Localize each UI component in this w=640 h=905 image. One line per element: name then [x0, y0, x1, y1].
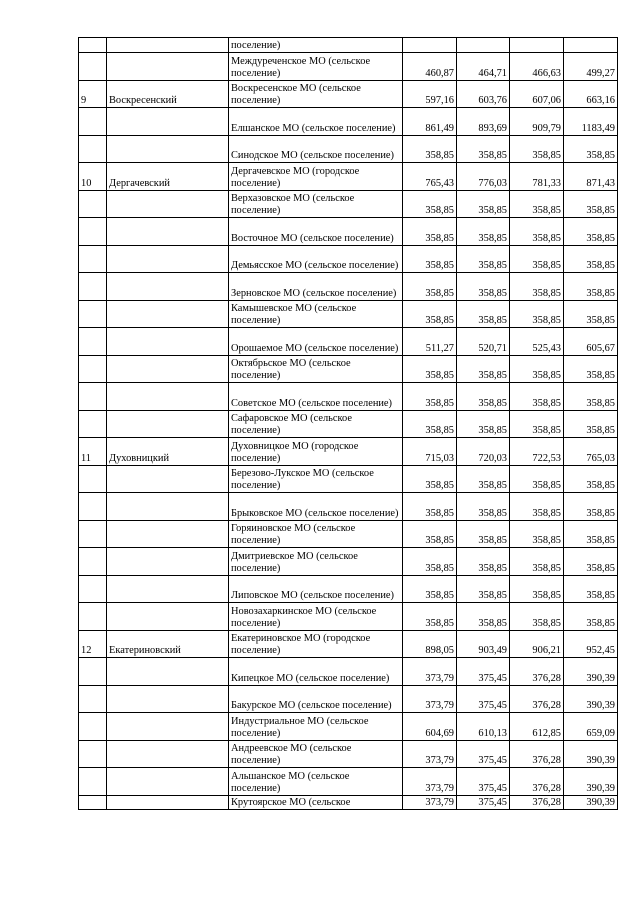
- value-cell-4: 358,85: [564, 383, 618, 411]
- municipality-cell: поселение): [229, 38, 403, 53]
- value-cell-2: 358,85: [457, 218, 510, 246]
- value-cell-1: 358,85: [403, 273, 457, 301]
- municipality-cell: Советское МО (сельское поселение): [229, 383, 403, 411]
- district-cell: [107, 685, 229, 713]
- municipality-cell: Елшанское МО (сельское поселение): [229, 108, 403, 136]
- table-row: [79, 493, 618, 521]
- table-row: [79, 273, 618, 301]
- value-cell-1: 373,79: [403, 685, 457, 713]
- value-cell-2: 893,69: [457, 108, 510, 136]
- table-row: [79, 300, 618, 328]
- value-cell-3: 722,53: [510, 438, 564, 466]
- value-cell-3: 376,28: [510, 768, 564, 796]
- row-number-cell: [79, 548, 107, 576]
- district-cell: [107, 355, 229, 383]
- district-cell: [107, 768, 229, 796]
- municipality-cell: Дергачевское МО (городское поселение): [229, 163, 403, 191]
- municipality-cell: Горяиновское МО (сельское поселение): [229, 520, 403, 548]
- municipality-cell: Междуреченское МО (сельское поселение): [229, 53, 403, 81]
- value-cell-3: 358,85: [510, 575, 564, 603]
- municipality-cell: Сафаровское МО (сельское поселение): [229, 410, 403, 438]
- value-cell-4: 765,03: [564, 438, 618, 466]
- value-cell-3: 358,85: [510, 603, 564, 631]
- row-number-cell: [79, 135, 107, 163]
- value-cell-4: 390,39: [564, 768, 618, 796]
- value-cell-2: 358,85: [457, 465, 510, 493]
- value-cell-2: 520,71: [457, 328, 510, 356]
- value-cell-3: 358,85: [510, 218, 564, 246]
- table-row: [79, 163, 618, 191]
- table-row: [79, 108, 618, 136]
- district-cell: [107, 493, 229, 521]
- value-cell-1: 373,79: [403, 795, 457, 809]
- table-row: [79, 80, 618, 108]
- value-cell-3: 358,85: [510, 135, 564, 163]
- value-cell-3: 612,85: [510, 713, 564, 741]
- row-number-cell: [79, 300, 107, 328]
- table-row: [79, 53, 618, 81]
- value-cell-3: 358,85: [510, 190, 564, 218]
- value-cell-2: 464,71: [457, 53, 510, 81]
- district-cell: Дергачевский: [107, 163, 229, 191]
- value-cell-2: 375,45: [457, 658, 510, 686]
- municipality-cell: Духовницкое МО (городское поселение): [229, 438, 403, 466]
- row-number-cell: [79, 410, 107, 438]
- row-number-cell: [79, 603, 107, 631]
- value-cell-4: 358,85: [564, 603, 618, 631]
- row-number-cell: [79, 658, 107, 686]
- municipality-cell: Екатериновское МО (городское поселение): [229, 630, 403, 658]
- value-cell-4: 659,09: [564, 713, 618, 741]
- value-cell-2: 358,85: [457, 273, 510, 301]
- value-cell-3: 358,85: [510, 493, 564, 521]
- table-row: [79, 658, 618, 686]
- value-cell-4: 499,27: [564, 53, 618, 81]
- table-row: [79, 630, 618, 658]
- value-cell-2: 375,45: [457, 795, 510, 809]
- district-cell: [107, 658, 229, 686]
- municipality-cell: Крутоярское МО (сельское: [229, 795, 403, 809]
- value-cell-3: 781,33: [510, 163, 564, 191]
- value-cell-1: 358,85: [403, 603, 457, 631]
- value-cell-4: 358,85: [564, 273, 618, 301]
- value-cell-3: 358,85: [510, 245, 564, 273]
- district-cell: [107, 795, 229, 809]
- municipality-cell: Индустриальное МО (сельское поселение): [229, 713, 403, 741]
- table-row: [79, 465, 618, 493]
- municipality-cell: Альшанское МО (сельское поселение): [229, 768, 403, 796]
- value-cell-1: 511,27: [403, 328, 457, 356]
- value-cell-2: 358,85: [457, 245, 510, 273]
- municipality-cell: Андреевское МО (сельское поселение): [229, 740, 403, 768]
- district-cell: [107, 520, 229, 548]
- district-cell: [107, 713, 229, 741]
- district-cell: [107, 245, 229, 273]
- district-cell: [107, 108, 229, 136]
- table-row: [79, 190, 618, 218]
- value-cell-2: 720,03: [457, 438, 510, 466]
- value-cell-4: 952,45: [564, 630, 618, 658]
- table-row: [79, 603, 618, 631]
- municipality-cell: Дмитриевское МО (сельское поселение): [229, 548, 403, 576]
- table-row: [79, 383, 618, 411]
- value-cell-1: 898,05: [403, 630, 457, 658]
- table-row: [79, 575, 618, 603]
- value-cell-4: 390,39: [564, 795, 618, 809]
- value-cell-4: 605,67: [564, 328, 618, 356]
- municipality-cell: Верхазовское МО (сельское поселение): [229, 190, 403, 218]
- value-cell-4: 390,39: [564, 740, 618, 768]
- municipality-cell: Бакурское МО (сельское поселение): [229, 685, 403, 713]
- row-number-cell: [79, 520, 107, 548]
- municipality-cell: Орошаемое МО (сельское поселение): [229, 328, 403, 356]
- municipality-cell: Воскресенское МО (сельское поселение): [229, 80, 403, 108]
- value-cell-4: 358,85: [564, 575, 618, 603]
- value-cell-4: [564, 38, 618, 53]
- municipality-cell: Кипецкое МО (сельское поселение): [229, 658, 403, 686]
- value-cell-2: 358,85: [457, 575, 510, 603]
- value-cell-2: 375,45: [457, 685, 510, 713]
- value-cell-3: 358,85: [510, 520, 564, 548]
- municipality-cell: Брыковское МО (сельское поселение): [229, 493, 403, 521]
- value-cell-2: 776,03: [457, 163, 510, 191]
- district-cell: [107, 38, 229, 53]
- value-cell-1: 358,85: [403, 465, 457, 493]
- table-row: [79, 355, 618, 383]
- value-cell-1: 358,85: [403, 383, 457, 411]
- value-cell-1: 358,85: [403, 575, 457, 603]
- row-number-cell: [79, 273, 107, 301]
- municipality-cell: Октябрьское МО (сельское поселение): [229, 355, 403, 383]
- value-cell-3: 358,85: [510, 548, 564, 576]
- table-row: [79, 520, 618, 548]
- value-cell-4: 358,85: [564, 410, 618, 438]
- value-cell-3: 358,85: [510, 383, 564, 411]
- value-cell-1: 358,85: [403, 355, 457, 383]
- value-cell-2: [457, 38, 510, 53]
- municipality-cell: Зерновское МО (сельское поселение): [229, 273, 403, 301]
- row-number-cell: 11: [79, 438, 107, 466]
- district-cell: [107, 53, 229, 81]
- value-cell-2: 610,13: [457, 713, 510, 741]
- value-cell-2: 358,85: [457, 355, 510, 383]
- value-cell-3: 906,21: [510, 630, 564, 658]
- table-row: [79, 740, 618, 768]
- value-cell-1: 358,85: [403, 300, 457, 328]
- value-cell-2: 375,45: [457, 768, 510, 796]
- district-cell: Духовницкий: [107, 438, 229, 466]
- value-cell-1: 604,69: [403, 713, 457, 741]
- value-cell-4: 1183,49: [564, 108, 618, 136]
- row-number-cell: [79, 713, 107, 741]
- row-number-cell: [79, 575, 107, 603]
- row-number-cell: [79, 218, 107, 246]
- value-cell-1: 597,16: [403, 80, 457, 108]
- value-cell-4: 390,39: [564, 658, 618, 686]
- document-page: [78, 37, 617, 810]
- value-cell-2: 358,85: [457, 548, 510, 576]
- value-cell-4: 663,16: [564, 80, 618, 108]
- value-cell-3: 466,63: [510, 53, 564, 81]
- municipality-cell: Восточное МО (сельское поселение): [229, 218, 403, 246]
- value-cell-2: 358,85: [457, 135, 510, 163]
- municipality-cell: Липовское МО (сельское поселение): [229, 575, 403, 603]
- municipality-cell: Камышевское МО (сельское поселение): [229, 300, 403, 328]
- value-cell-4: 358,85: [564, 493, 618, 521]
- value-cell-1: 358,85: [403, 218, 457, 246]
- district-cell: [107, 135, 229, 163]
- table-row: [79, 218, 618, 246]
- value-cell-4: 358,85: [564, 300, 618, 328]
- municipality-cell: Березово-Лукское МО (сельское поселение): [229, 465, 403, 493]
- value-cell-1: 358,85: [403, 190, 457, 218]
- value-cell-3: 376,28: [510, 740, 564, 768]
- value-cell-2: 358,85: [457, 190, 510, 218]
- value-cell-2: 358,85: [457, 410, 510, 438]
- value-cell-2: 375,45: [457, 740, 510, 768]
- district-cell: [107, 190, 229, 218]
- district-cell: [107, 410, 229, 438]
- value-cell-3: 909,79: [510, 108, 564, 136]
- row-number-cell: [79, 685, 107, 713]
- value-cell-1: 373,79: [403, 658, 457, 686]
- value-cell-1: 358,85: [403, 520, 457, 548]
- district-cell: [107, 603, 229, 631]
- district-cell: [107, 273, 229, 301]
- district-cell: [107, 218, 229, 246]
- value-cell-3: 607,06: [510, 80, 564, 108]
- value-cell-4: 358,85: [564, 465, 618, 493]
- value-cell-4: 871,43: [564, 163, 618, 191]
- value-cell-4: 358,85: [564, 355, 618, 383]
- row-number-cell: [79, 465, 107, 493]
- table-row: [79, 38, 618, 53]
- district-cell: [107, 300, 229, 328]
- table-row: [79, 768, 618, 796]
- row-number-cell: [79, 38, 107, 53]
- value-cell-3: 358,85: [510, 465, 564, 493]
- row-number-cell: [79, 355, 107, 383]
- row-number-cell: [79, 795, 107, 809]
- district-cell: [107, 575, 229, 603]
- value-cell-3: 376,28: [510, 795, 564, 809]
- value-cell-4: 358,85: [564, 190, 618, 218]
- district-cell: [107, 465, 229, 493]
- row-number-cell: 10: [79, 163, 107, 191]
- value-cell-4: 358,85: [564, 245, 618, 273]
- value-cell-4: 358,85: [564, 548, 618, 576]
- value-cell-1: 373,79: [403, 740, 457, 768]
- value-cell-2: 358,85: [457, 383, 510, 411]
- district-cell: Екатериновский: [107, 630, 229, 658]
- value-cell-3: 376,28: [510, 658, 564, 686]
- value-cell-2: 603,76: [457, 80, 510, 108]
- table-row: [79, 135, 618, 163]
- value-cell-1: 358,85: [403, 245, 457, 273]
- row-number-cell: [79, 190, 107, 218]
- table-row: [79, 410, 618, 438]
- value-cell-3: 358,85: [510, 355, 564, 383]
- tariff-table: [78, 37, 618, 810]
- value-cell-3: 358,85: [510, 300, 564, 328]
- district-cell: [107, 740, 229, 768]
- district-cell: [107, 548, 229, 576]
- value-cell-4: 358,85: [564, 135, 618, 163]
- value-cell-1: [403, 38, 457, 53]
- value-cell-2: 358,85: [457, 300, 510, 328]
- value-cell-2: 358,85: [457, 493, 510, 521]
- municipality-cell: Демьясское МО (сельское поселение): [229, 245, 403, 273]
- value-cell-2: 358,85: [457, 603, 510, 631]
- value-cell-3: 376,28: [510, 685, 564, 713]
- value-cell-2: 903,49: [457, 630, 510, 658]
- row-number-cell: 12: [79, 630, 107, 658]
- table-row: [79, 245, 618, 273]
- municipality-cell: Синодское МО (сельское поселение): [229, 135, 403, 163]
- value-cell-3: 358,85: [510, 410, 564, 438]
- value-cell-4: 390,39: [564, 685, 618, 713]
- row-number-cell: [79, 740, 107, 768]
- table-row: [79, 328, 618, 356]
- row-number-cell: [79, 328, 107, 356]
- district-cell: [107, 328, 229, 356]
- value-cell-1: 861,49: [403, 108, 457, 136]
- value-cell-4: 358,85: [564, 218, 618, 246]
- value-cell-2: 358,85: [457, 520, 510, 548]
- value-cell-1: 373,79: [403, 768, 457, 796]
- value-cell-3: 358,85: [510, 273, 564, 301]
- value-cell-1: 358,85: [403, 410, 457, 438]
- table-row: [79, 795, 618, 809]
- value-cell-1: 460,87: [403, 53, 457, 81]
- table-body: [79, 38, 618, 810]
- row-number-cell: [79, 493, 107, 521]
- district-cell: Воскресенский: [107, 80, 229, 108]
- table-row: [79, 713, 618, 741]
- row-number-cell: [79, 245, 107, 273]
- value-cell-1: 358,85: [403, 135, 457, 163]
- table-row: [79, 438, 618, 466]
- row-number-cell: 9: [79, 80, 107, 108]
- value-cell-1: 715,03: [403, 438, 457, 466]
- value-cell-1: 358,85: [403, 548, 457, 576]
- row-number-cell: [79, 383, 107, 411]
- value-cell-3: 525,43: [510, 328, 564, 356]
- table-row: [79, 548, 618, 576]
- value-cell-1: 358,85: [403, 493, 457, 521]
- row-number-cell: [79, 108, 107, 136]
- value-cell-1: 765,43: [403, 163, 457, 191]
- table-row: [79, 685, 618, 713]
- row-number-cell: [79, 768, 107, 796]
- value-cell-4: 358,85: [564, 520, 618, 548]
- value-cell-3: [510, 38, 564, 53]
- row-number-cell: [79, 53, 107, 81]
- district-cell: [107, 383, 229, 411]
- municipality-cell: Новозахаркинское МО (сельское поселение): [229, 603, 403, 631]
